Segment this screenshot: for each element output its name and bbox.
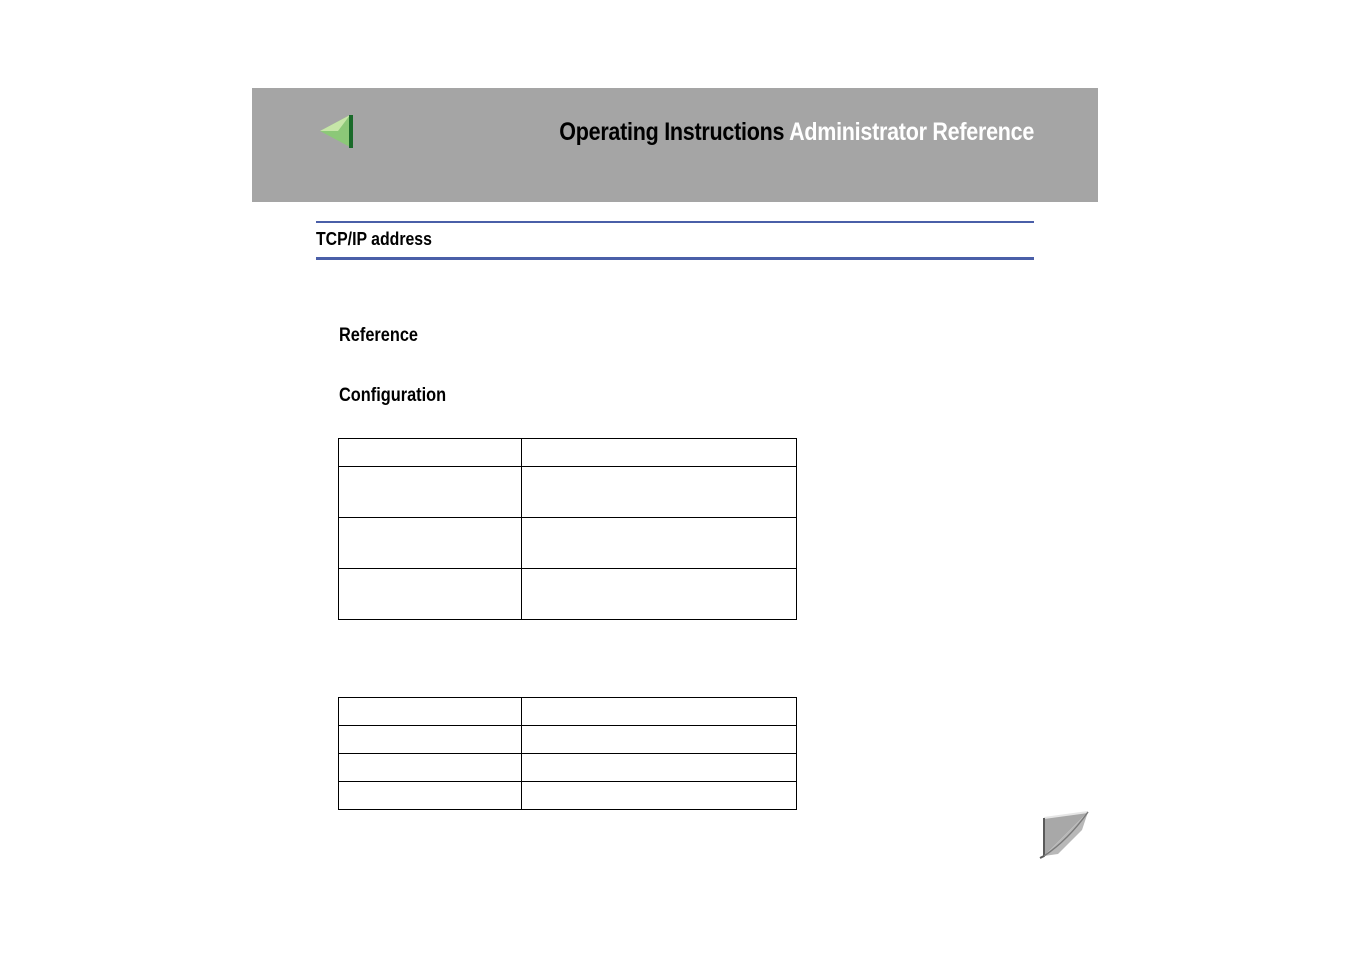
table-row <box>339 569 797 620</box>
table-cell <box>339 518 522 569</box>
triangle-left-icon <box>318 114 354 150</box>
table-row <box>339 467 797 518</box>
table-cell <box>339 726 522 754</box>
table-row <box>339 782 797 810</box>
table-cell <box>339 439 522 467</box>
table-cell <box>522 518 797 569</box>
table-row <box>339 698 797 726</box>
document-title-sub: Administrator Reference <box>789 118 1034 146</box>
table-cell <box>522 782 797 810</box>
configuration-table <box>338 697 797 810</box>
document-title <box>559 118 1034 147</box>
table-cell <box>522 439 797 467</box>
table-cell <box>522 467 797 518</box>
reference-heading: Reference <box>339 325 419 346</box>
table-cell <box>522 569 797 620</box>
table-cell <box>339 569 522 620</box>
document-title-main: Operating Instructions <box>559 118 785 146</box>
table-row <box>339 754 797 782</box>
section-rule-top <box>316 221 1034 223</box>
configuration-heading: Configuration <box>339 385 447 406</box>
next-page-button[interactable] <box>1038 810 1090 860</box>
reference-table <box>338 438 797 620</box>
table-row <box>339 726 797 754</box>
table-row <box>339 518 797 569</box>
table-cell <box>339 782 522 810</box>
section-title: TCP/IP address <box>316 229 432 249</box>
section-rule-bottom <box>316 257 1034 260</box>
page-curl-icon <box>1038 810 1090 860</box>
table-cell <box>522 754 797 782</box>
table-row <box>339 439 797 467</box>
table-cell <box>522 726 797 754</box>
table-cell <box>522 698 797 726</box>
table-cell <box>339 698 522 726</box>
table-cell <box>339 467 522 518</box>
back-button[interactable] <box>318 114 354 150</box>
table-cell <box>339 754 522 782</box>
